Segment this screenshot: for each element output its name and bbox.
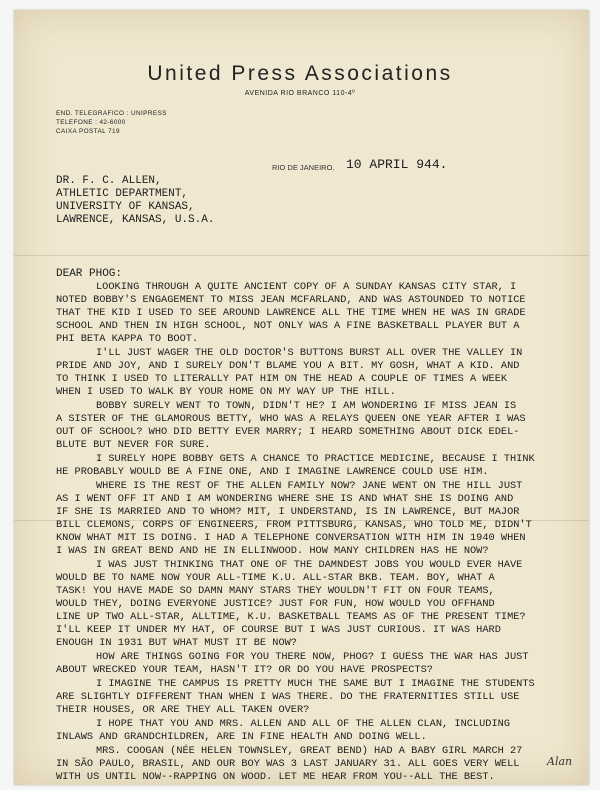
- body-line: I'LL KEEP IT UNDER MY HAT, OF COURSE BUT I WAS JUST CURIOUS. IT WAS HARD: [56, 624, 501, 636]
- body-line: SCHOOL AND THEN IN HIGH SCHOOL, NOT ONLY WAS A FINE BASKETBALL PLAYER BUT A: [56, 320, 520, 332]
- body-line: HOW ARE THINGS GOING FOR YOU THERE NOW, PHOG? I GUESS THE WAR HAS JUST: [96, 651, 529, 663]
- body-line: WOULD THEY, DOING EVERYONE JUSTICE? JUST FOR FUN, HOW WOULD YOU OFFHAND: [56, 598, 495, 610]
- body-line: NOTED BOBBY'S ENGAGEMENT TO MISS JEAN MCFARLAND, AND WAS ASTOUNDED TO NOTICE: [56, 294, 526, 306]
- body-line: TASK! YOU HAVE MADE SO DAMN MANY STARS THEY WOULDN'T FIT ON FOUR TEAMS,: [56, 585, 495, 597]
- body-line: ARE SLIGHTLY DIFFERENT THAN WHEN I WAS THERE. DO THE FRATERNITIES STILL USE: [56, 691, 520, 703]
- body-line: LINE UP TWO ALL-STAR, ALLTIME, K.U. BASKETBALL TEAMS AS OF THE PRESENT TIME?: [56, 611, 526, 623]
- body-line: THAT THE KID I USED TO SEE AROUND LAWRENCE ALL THE TIME WHEN HE WAS IN GRADE: [56, 307, 526, 319]
- body-line: BOBBY SURELY WENT TO TOWN, DIDN'T HE? I AM WONDERING IF MISS JEAN IS: [96, 400, 517, 412]
- body-line: PHI BETA KAPPA TO BOOT.: [56, 333, 199, 345]
- body-line: WHERE IS THE REST OF THE ALLEN FAMILY NOW? JANE WENT ON THE HILL JUST: [96, 480, 523, 492]
- body-line: IF SHE IS MARRIED AND TO WHOM? MIT, I UNDERSTAND, IS IN LAWRENCE, BUT MAJOR: [56, 506, 520, 518]
- body-line: I WAS JUST THINKING THAT ONE OF THE DAMNDEST JOBS YOU WOULD EVER HAVE: [96, 559, 523, 571]
- recipient-city: LAWRENCE, KANSAS, U.S.A.: [56, 214, 215, 226]
- body-line: AS I WENT OFF IT AND I AM WONDERING WHERE SHE IS AND WHAT SHE IS DOING AND: [56, 493, 514, 505]
- body-line: BLUTE BUT NEVER FOR SURE.: [56, 439, 211, 451]
- body-line: INLAWS AND GRANDCHILDREN, ARE IN FINE HEALTH AND DOING WELL.: [56, 731, 427, 743]
- body-line: A SISTER OF THE GLAMOROUS BETTY, WHO WAS A RELAYS QUEEN ONE YEAR AFTER I WAS: [56, 413, 526, 425]
- body-line: WHEN I USED TO WALK BY YOUR HOME ON MY WAY UP THE HILL.: [56, 386, 396, 398]
- recipient-department: ATHLETIC DEPARTMENT,: [56, 188, 189, 200]
- letterhead-title: United Press Associations: [147, 62, 453, 85]
- recipient-name: DR. F. C. ALLEN,: [56, 175, 162, 187]
- fold-line: [14, 255, 589, 256]
- body-line: WITH US UNTIL NOW--RAPPING ON WOOD. LET ME HEAR FROM YOU--ALL THE BEST.: [56, 771, 495, 783]
- body-line: OUT OF SCHOOL? WHO DID BETTY EVER MARRY; I HEARD SOMETHING ABOUT DICK EDEL-: [56, 426, 520, 438]
- greeting: DEAR PHOG:: [56, 268, 123, 280]
- letter-place: RIO DE JANEIRO.: [272, 163, 335, 172]
- body-line: THEIR HOUSES, OR ARE THEY ALL TAKEN OVER?: [56, 704, 310, 716]
- body-line: KNOW WHAT MIT IS DOING. I HAD A TELEPHONE CONVERSATION WITH HIM IN 1940 WHEN: [56, 532, 526, 544]
- recipient-university: UNIVERSITY OF KANSAS,: [56, 201, 195, 213]
- body-line: TO THINK I USED TO LITERALLY PAT HIM ON THE HEAD A COUPLE OF TIMES A WEEK: [56, 373, 508, 385]
- body-line: WOULD BE TO NAME NOW YOUR ALL-TIME K.U. ALL-STAR BKB. TEAM. BOY, WHAT A: [56, 572, 495, 584]
- body-line: HE PROBABLY WOULD BE A FINE ONE, AND I IMAGINE LAWRENCE COULD USE HIM.: [56, 466, 489, 478]
- body-line: I IMAGINE THE CAMPUS IS PRETTY MUCH THE SAME BUT I IMAGINE THE STUDENTS: [96, 678, 535, 690]
- body-line: LOOKING THROUGH A QUITE ANCIENT COPY OF A SUNDAY KANSAS CITY STAR, I: [96, 281, 517, 293]
- letterhead-address: AVENIDA RIO BRANCO 110-4º: [244, 90, 356, 97]
- body-line: I WAS IN GREAT BEND AND HE IN ELLINWOOD. HOW MANY CHILDREN HAS HE NOW?: [56, 545, 489, 557]
- body-line: ABOUT WRECKED YOUR TEAM, HASN'T IT? OR DO YOU HAVE PROSPECTS?: [56, 664, 433, 676]
- body-line: BILL CLEMONS, CORPS OF ENGINEERS, FROM PITTSBURG, KANSAS, WHO TOLD ME, DIDN'T: [56, 519, 532, 531]
- body-line: PRIDE AND JOY, AND I SURELY DON'T BLAME YOU A BIT. MY GOSH, WHAT A KID. AND: [56, 360, 520, 372]
- body-line: I SURELY HOPE BOBBY GETS A CHANCE TO PRACTICE MEDICINE, BECAUSE I THINK: [96, 453, 535, 465]
- body-line: IN SÃO PAULO, BRASIL, AND OUR BOY WAS 3 LAST JANUARY 31. ALL GOES VERY WELL: [56, 758, 520, 770]
- body-line: I HOPE THAT YOU AND MRS. ALLEN AND ALL OF THE ALLEN CLAN, INCLUDING: [96, 718, 511, 730]
- telegraph-address: END. TELEGRAFICO : UNIPRESS: [56, 110, 167, 117]
- telephone-number: TELEFONE : 42-6000: [56, 119, 126, 126]
- body-line: MRS. COOGAN (NÉE HELEN TOWNSLEY, GREAT BEND) HAD A BABY GIRL MARCH 27: [96, 745, 523, 757]
- letter-date: 10 APRIL 944.: [346, 157, 448, 172]
- body-line: ENOUGH IN 1931 BUT WHAT MUST IT BE NOW?: [56, 637, 297, 649]
- postal-box: CAIXA POSTAL 719: [56, 128, 120, 135]
- body-line: I'LL JUST WAGER THE OLD DOCTOR'S BUTTONS BURST ALL OVER THE VALLEY IN: [96, 347, 523, 359]
- signature: Alan: [547, 755, 573, 768]
